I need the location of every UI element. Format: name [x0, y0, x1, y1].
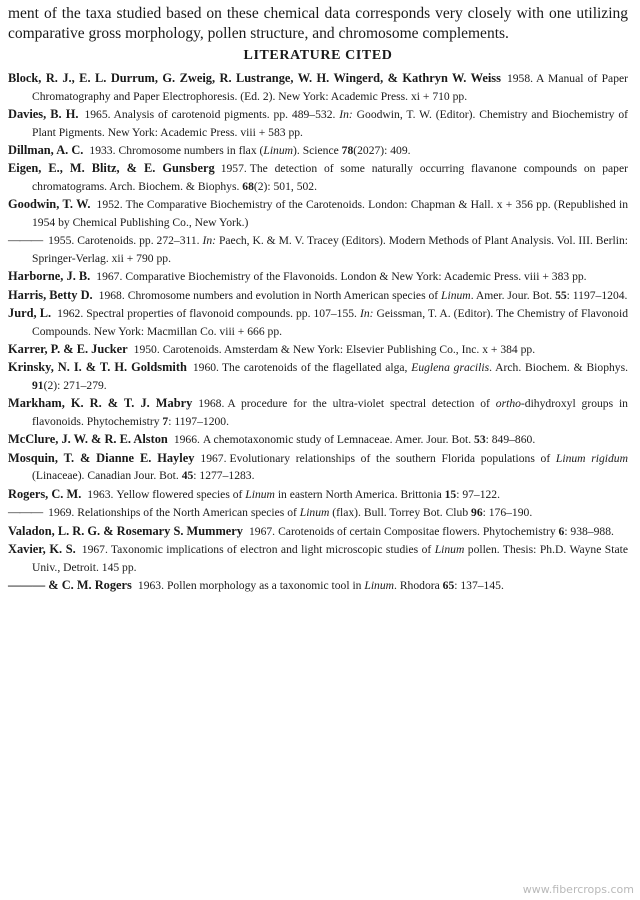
- reference-year: 1966.: [173, 433, 200, 447]
- reference-text: The Comparative Biochemistry of the Carotenoids. London: Chapman & Hall. x + 356 pp. (Republished in 1954 by Chemical Publishing Co., New York.): [32, 198, 628, 229]
- reference-text: : 1197–1204.: [566, 288, 628, 302]
- reference-author: Harris, Betty D.: [8, 287, 93, 302]
- reference-text: : 137–145.: [454, 578, 504, 592]
- reference-year: 1968.: [198, 397, 225, 411]
- reference-text: Geissman, T. A. (Editor). The Chemistry of Flavonoid Compounds. New York: Macmillan Co. viii + 666 pp.: [32, 307, 628, 338]
- reference-year: 1933.: [89, 143, 116, 157]
- reference-text: : 1277–1283.: [193, 469, 255, 483]
- reference-author: ———: [8, 505, 43, 520]
- reference-text: . Amer. Jour. Bot.: [470, 288, 556, 302]
- reference-entry: [8, 341, 628, 359]
- reference-text: 68: [242, 179, 254, 193]
- reference-text: Pollen morphology as a taxonomic tool in: [166, 578, 365, 592]
- reference-author: Rogers, C. M.: [8, 486, 82, 501]
- reference-text: (2): 501, 502.: [253, 179, 317, 193]
- reference-text: The carotenoids of the flagellated alga,: [221, 361, 412, 375]
- reference-entry: [8, 359, 628, 394]
- reference-text: (Linaceae). Canadian Jour. Bot.: [32, 469, 182, 483]
- reference-text: 55: [555, 288, 567, 302]
- reference-text: ortho: [495, 397, 521, 411]
- reference-entry: [8, 232, 628, 267]
- reference-entry: [8, 577, 628, 595]
- reference-author: ———: [8, 233, 43, 248]
- reference-text: : 176–190.: [482, 506, 533, 520]
- reference-text: Linum rigidum: [555, 451, 628, 465]
- reference-year: 1968.: [98, 288, 125, 302]
- reference-text: 15: [444, 487, 457, 501]
- reference-text: Linum: [441, 288, 471, 302]
- reference-text: Goodwin, T. W. (Editor). Chemistry and Biochemistry of Plant Pigments. New York: Academic Press. viii + 583 pp.: [32, 107, 629, 139]
- reference-text: Linum: [299, 506, 330, 520]
- reference-text: 7: [162, 415, 169, 429]
- reference-text: ). Science: [293, 143, 342, 157]
- reference-entry: [8, 523, 628, 541]
- reference-year: 1950.: [133, 343, 160, 357]
- reference-text: Chromosome numbers and evolution in North American species of: [127, 288, 442, 302]
- reference-text: Taxonomic implications of electron and light microscopic studies of: [110, 542, 435, 556]
- reference-entry: [8, 196, 628, 231]
- reference-text: : 938–988.: [564, 524, 614, 538]
- watermark-text: www.fibercrops.com: [522, 883, 634, 896]
- reference-text: : 1197–1200.: [168, 415, 229, 429]
- reference-author: Krinsky, N. I. & T. H. Goldsmith: [8, 360, 187, 375]
- reference-text: 78: [341, 143, 354, 157]
- reference-year: 1963.: [87, 487, 114, 501]
- reference-text: : 97–122.: [456, 487, 501, 501]
- reference-text: 91: [32, 379, 44, 393]
- reference-text: Spectral properties of flavonoid compounds. pp. 107–155.: [86, 307, 360, 321]
- reference-entry: [8, 486, 628, 504]
- reference-entry: [8, 70, 628, 105]
- reference-year: 1965.: [84, 107, 111, 121]
- reference-entry: [8, 305, 628, 340]
- reference-text: Yellow flowered species of: [116, 487, 246, 501]
- reference-list: [8, 70, 628, 595]
- reference-text: Linum: [245, 487, 275, 501]
- reference-text: (flax). Bull. Torrey Bot. Club: [329, 506, 472, 520]
- reference-year: 1958.: [506, 72, 534, 85]
- reference-author: Eigen, E., M. Blitz, & E. Gunsberg: [8, 161, 215, 176]
- reference-entry: [8, 287, 628, 305]
- reference-text: (2027): 409.: [353, 143, 411, 157]
- reference-text: A Manual of Paper Chromatography and Paper Electrophoresis. (Ed. 2). New York: Academic Press. xi + 710 pp.: [32, 72, 628, 103]
- reference-text: Analysis of carotenoid pigments. pp. 489–532.: [113, 107, 340, 121]
- reference-entry: [8, 160, 628, 195]
- reference-year: 1967.: [81, 542, 108, 556]
- reference-author: Jurd, L.: [8, 306, 52, 321]
- reference-entry: [8, 450, 628, 485]
- reference-text: 53: [474, 433, 486, 447]
- reference-author: Goodwin, T. W.: [8, 197, 91, 212]
- reference-text: . Rhodora: [394, 578, 443, 592]
- reference-author: Block, R. J., E. L. Durrum, G. Zweig, R. Lustrange, W. H. Wingerd, & Kathryn W. Weiss: [8, 71, 501, 85]
- reference-year: 1967.: [248, 524, 276, 538]
- reference-text: Relationships of the North American species of: [77, 506, 300, 520]
- reference-entry: [8, 504, 628, 522]
- reference-text: pollen. Thesis: Ph.D. Wayne State Univ., Detroit. 145 pp.: [32, 542, 628, 574]
- reference-year: 1962.: [57, 307, 84, 321]
- reference-text: Evolutionary relationships of the southern Florida populations of: [229, 451, 556, 465]
- reference-text: Carotenoids. Amsterdam & New York: Elsevier Publishing Co., Inc. x + 384 pp.: [162, 343, 536, 357]
- reference-text: Linum: [364, 578, 395, 592]
- reference-author: Davies, B. H.: [8, 106, 79, 121]
- reference-year: 1967.: [96, 270, 123, 284]
- reference-author: ——— & C. M. Rogers: [8, 577, 132, 592]
- reference-text: In:: [339, 107, 353, 121]
- reference-year: 1952.: [96, 198, 123, 212]
- reference-text: : 849–860.: [485, 433, 536, 447]
- reference-author: McClure, J. W. & R. E. Alston: [8, 432, 168, 447]
- reference-entry: [8, 142, 628, 160]
- reference-text: 45: [181, 469, 194, 483]
- reference-entry: [8, 431, 628, 449]
- reference-year: 1955.: [48, 234, 75, 248]
- reference-text: 96: [471, 506, 483, 520]
- reference-author: Mosquin, T. & Dianne E. Hayley: [8, 450, 195, 465]
- reference-text: Chromosome numbers in flax (: [118, 143, 264, 157]
- intro-paragraph: ment of the taxa studied based on these chemical data corresponds very closely with one utilizing comparative gross morphology, pollen structure, and chromosome complements.: [8, 5, 628, 42]
- reference-text: The detection of some naturally occurring flavanone compounds on paper chromatograms. Arch. Biochem. & Biophys.: [32, 162, 628, 193]
- reference-text: 6: [558, 524, 565, 538]
- reference-year: 1967.: [200, 451, 227, 465]
- reference-author: Markham, K. R. & T. J. Mabry: [8, 396, 193, 411]
- reference-text: Linum: [263, 143, 294, 157]
- reference-text: A chemotaxonomic study of Lemnaceae. Amer. Jour. Bot.: [202, 433, 475, 447]
- reference-text: 65: [442, 578, 455, 592]
- reference-text: in eastern North America. Brittonia: [274, 487, 445, 501]
- reference-text: A procedure for the ultra-violet spectral detection of: [227, 397, 496, 411]
- reference-year: 1969.: [48, 506, 75, 520]
- reference-text: Carotenoids of certain Compositae flowers. Phytochemistry: [278, 524, 559, 538]
- reference-text: -dihydroxyl groups in flavonoids. Phytochemistry: [32, 397, 628, 429]
- reference-author: Valadon, L. R. G. & Rosemary S. Mummery: [8, 523, 243, 538]
- reference-text: . Arch. Biochem. & Biophys.: [489, 361, 629, 375]
- reference-text: Linum: [434, 542, 465, 556]
- reference-entry: [8, 268, 628, 286]
- reference-year: 1957.: [220, 162, 247, 176]
- reference-entry: [8, 395, 628, 430]
- reference-author: Dillman, A. C.: [8, 142, 84, 157]
- reference-text: In:: [202, 234, 217, 248]
- reference-text: Euglena gracilis: [411, 361, 490, 375]
- reference-text: (2): 271–279.: [43, 379, 107, 393]
- section-heading: LITERATURE CITED: [243, 48, 393, 63]
- reference-author: Karrer, P. & E. Jucker: [8, 342, 128, 357]
- reference-year: 1963.: [137, 578, 164, 592]
- reference-author: Xavier, K. S.: [8, 541, 76, 556]
- reference-text: In:: [359, 307, 374, 321]
- reference-text: Comparative Biochemistry of the Flavonoids. London & New York: Academic Press. viii + 383 pp.: [125, 270, 587, 284]
- reference-text: Carotenoids. pp. 272–311.: [77, 234, 203, 248]
- reference-year: 1960.: [192, 361, 219, 375]
- reference-text: Paech, K. & M. V. Tracey (Editors). Modern Methods of Plant Analysis. Vol. III. Berlin: Springer-Verlag. xii + 790 pp.: [32, 234, 628, 265]
- reference-entry: [8, 106, 628, 141]
- reference-entry: [8, 541, 628, 576]
- reference-author: Harborne, J. B.: [8, 269, 91, 284]
- document-page: [8, 4, 628, 595]
